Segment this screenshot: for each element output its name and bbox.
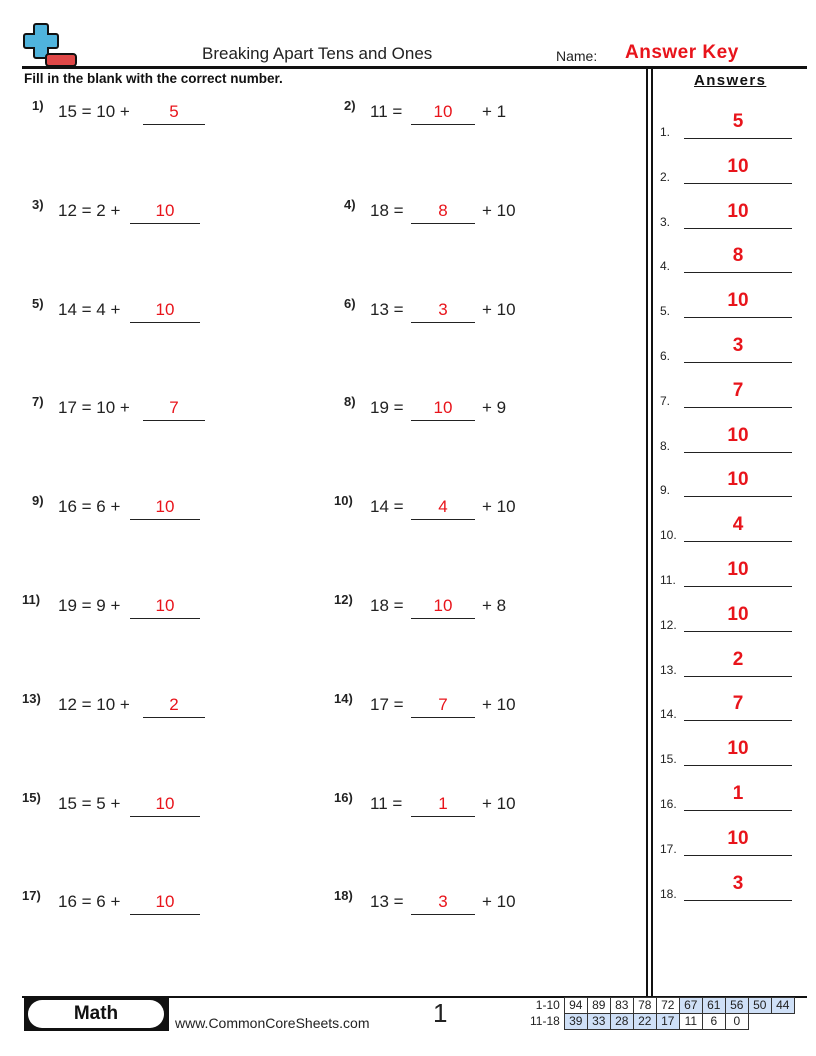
header-rule	[22, 66, 807, 69]
equation-right: + 1	[482, 102, 507, 121]
problem-number: 10)	[334, 493, 353, 509]
answer-row	[660, 826, 792, 856]
answer-row	[660, 871, 792, 901]
answer-blank[interactable]: 2	[143, 695, 205, 718]
answer-row	[660, 691, 792, 721]
answer-value: 5	[684, 112, 792, 139]
problem-number: 1)	[32, 98, 44, 113]
equation-right: + 10	[482, 299, 516, 319]
name-value: Answer Key	[625, 42, 739, 63]
equation-left: 17 =	[370, 694, 404, 714]
equation-left: 15 = 5 +	[58, 793, 121, 813]
answer-number: 3.	[660, 214, 671, 229]
answer-value: 10	[684, 605, 792, 632]
answer-number: 2.	[660, 169, 671, 184]
equation-right: + 10	[482, 793, 516, 813]
answer-blank[interactable]: 10	[130, 497, 200, 520]
score-cell: 39	[564, 1014, 587, 1030]
answer-number: 4.	[660, 259, 671, 274]
answer-value: 3	[684, 874, 792, 901]
equation-left: 11 =	[370, 102, 403, 121]
answer-row	[660, 199, 792, 229]
answer-number: 1.	[660, 125, 671, 139]
answer-value: 10	[684, 291, 792, 318]
equation-left: 16 = 6 +	[58, 497, 121, 517]
answer-number: 7.	[660, 393, 671, 408]
score-cell: 33	[587, 1014, 610, 1030]
answer-row	[660, 602, 792, 632]
score-cell: 44	[771, 998, 794, 1014]
problem-number: 4)	[344, 196, 356, 212]
column-divider	[646, 69, 648, 997]
problem-number: 11)	[22, 592, 41, 607]
score-row	[527, 998, 794, 1014]
problem-number: 7)	[32, 394, 44, 410]
answer-blank[interactable]: 10	[130, 794, 200, 817]
score-row	[527, 1014, 794, 1030]
answer-blank[interactable]: 1	[411, 794, 475, 817]
answer-number: 15.	[660, 752, 677, 767]
answer-value: 10	[684, 202, 792, 229]
answer-blank[interactable]: 7	[411, 695, 475, 718]
score-cell: 11	[679, 1014, 702, 1030]
answer-number: 16.	[660, 797, 677, 811]
answer-row	[660, 557, 792, 587]
equation-right: + 9	[482, 398, 507, 418]
problem-number: 18)	[334, 888, 353, 904]
score-cell: 56	[725, 998, 748, 1014]
answer-row	[660, 288, 792, 318]
answer-value: 10	[684, 560, 792, 587]
instructions: Fill in the blank with the correct number.	[24, 71, 283, 86]
problem-number: 8)	[344, 394, 356, 410]
equation-left: 13 =	[370, 299, 404, 319]
score-table	[527, 997, 795, 1030]
equation-right: + 10	[482, 497, 516, 517]
equation-left: 15 = 10 +	[58, 102, 130, 121]
answer-value: 10	[684, 829, 792, 856]
score-cell: 67	[679, 998, 702, 1014]
plus-minus-logo-icon	[22, 22, 80, 68]
answer-blank[interactable]: 5	[143, 102, 205, 125]
equation-left: 19 =	[370, 398, 404, 418]
answers-heading: Answers	[694, 72, 767, 89]
equation-left: 13 =	[370, 892, 404, 912]
score-cell: 89	[587, 998, 610, 1014]
answer-value: 3	[684, 336, 792, 363]
score-range-label: 1-10	[535, 998, 560, 1012]
score-range-label: 11-18	[530, 1014, 560, 1028]
score-cell: 61	[702, 998, 725, 1014]
answer-blank[interactable]: 10	[130, 300, 200, 323]
answer-value: 10	[684, 739, 792, 766]
answer-row	[660, 647, 792, 677]
score-cell: 72	[656, 998, 679, 1014]
equation-left: 14 = 4 +	[58, 299, 121, 319]
answer-row	[660, 423, 792, 453]
score-cell: 78	[633, 998, 656, 1014]
answer-value: 10	[684, 426, 792, 453]
answer-row	[660, 736, 792, 766]
answer-row	[660, 378, 792, 408]
answer-number: 12.	[660, 617, 677, 632]
problem-number: 5)	[32, 295, 44, 311]
answer-number: 17.	[660, 841, 677, 856]
problem-number: 17)	[22, 888, 41, 904]
answer-blank[interactable]: 3	[411, 892, 475, 915]
score-cell: 28	[610, 1014, 633, 1030]
answer-number: 6.	[660, 349, 671, 363]
equation-left: 11 =	[370, 793, 403, 813]
equation-right: + 10	[482, 694, 516, 714]
score-cell: 0	[725, 1014, 748, 1030]
answer-blank[interactable]: 10	[411, 398, 475, 421]
equation-left: 18 =	[370, 596, 404, 615]
answer-number: 18.	[660, 886, 677, 901]
problem-number: 14)	[334, 690, 353, 706]
answer-blank[interactable]: 3	[411, 300, 475, 323]
equation-left: 14 =	[370, 497, 404, 517]
answer-blank[interactable]: 4	[411, 497, 475, 520]
problem-number: 13)	[22, 690, 41, 706]
score-cell: 17	[656, 1014, 679, 1030]
answer-value: 7	[684, 694, 792, 721]
answer-row	[660, 333, 792, 363]
subject-badge: Math	[28, 1000, 164, 1028]
answer-row	[660, 467, 792, 497]
answer-value: 4	[684, 515, 792, 542]
worksheet-title: Breaking Apart Tens and Ones	[202, 44, 433, 63]
answer-value: 7	[684, 381, 792, 408]
answer-row	[660, 109, 792, 139]
equation-left: 12 = 2 +	[58, 200, 121, 220]
answer-blank[interactable]: 8	[411, 201, 475, 224]
answer-row	[660, 154, 792, 184]
column-divider	[651, 69, 653, 997]
score-cell: 83	[610, 998, 633, 1014]
answer-number: 9.	[660, 483, 671, 498]
score-cell: 6	[702, 1014, 725, 1030]
answer-value: 10	[684, 157, 792, 184]
answer-number: 8.	[660, 438, 671, 453]
problem-number: 9)	[32, 493, 44, 509]
problem-number: 2)	[344, 98, 356, 113]
equation-left: 18 =	[370, 200, 404, 220]
page-number: 1	[433, 998, 448, 1028]
answer-blank[interactable]: 10	[411, 102, 475, 125]
answer-blank[interactable]: 10	[130, 596, 200, 619]
answer-number: 14.	[660, 707, 677, 722]
equation-left: 17 = 10 +	[58, 398, 130, 418]
answer-row	[660, 243, 792, 273]
problem-number: 15)	[22, 789, 41, 805]
answer-row	[660, 512, 792, 542]
score-cell: 22	[633, 1014, 656, 1030]
answer-number: 10.	[660, 528, 677, 543]
equation-right: + 10	[482, 200, 516, 220]
answer-blank[interactable]: 10	[130, 892, 200, 915]
equation-left: 19 = 9 +	[58, 596, 121, 615]
answer-value: 1	[684, 784, 792, 811]
problem-number: 3)	[32, 196, 44, 212]
problem-number: 6)	[344, 295, 356, 311]
answer-number: 5.	[660, 304, 671, 319]
answer-row	[660, 781, 792, 811]
answer-value: 10	[684, 470, 792, 497]
answer-number: 11.	[660, 573, 676, 587]
equation-right: + 10	[482, 892, 516, 912]
website-link[interactable]: www.CommonCoreSheets.com	[175, 1015, 370, 1031]
score-cell: 50	[748, 998, 771, 1014]
problem-number: 12)	[334, 592, 353, 607]
answer-number: 13.	[660, 662, 677, 677]
score-cell: 94	[564, 998, 587, 1014]
equation-right: + 8	[482, 596, 507, 615]
problem-number: 16)	[334, 789, 353, 805]
answer-value: 8	[684, 246, 792, 273]
equation-left: 12 = 10 +	[58, 694, 130, 714]
answer-blank[interactable]: 10	[130, 201, 200, 224]
answer-value: 2	[684, 650, 792, 677]
answer-blank[interactable]: 10	[411, 596, 475, 619]
equation-left: 16 = 6 +	[58, 892, 121, 912]
name-label: Name:	[556, 48, 598, 64]
answer-blank[interactable]: 7	[143, 398, 205, 421]
